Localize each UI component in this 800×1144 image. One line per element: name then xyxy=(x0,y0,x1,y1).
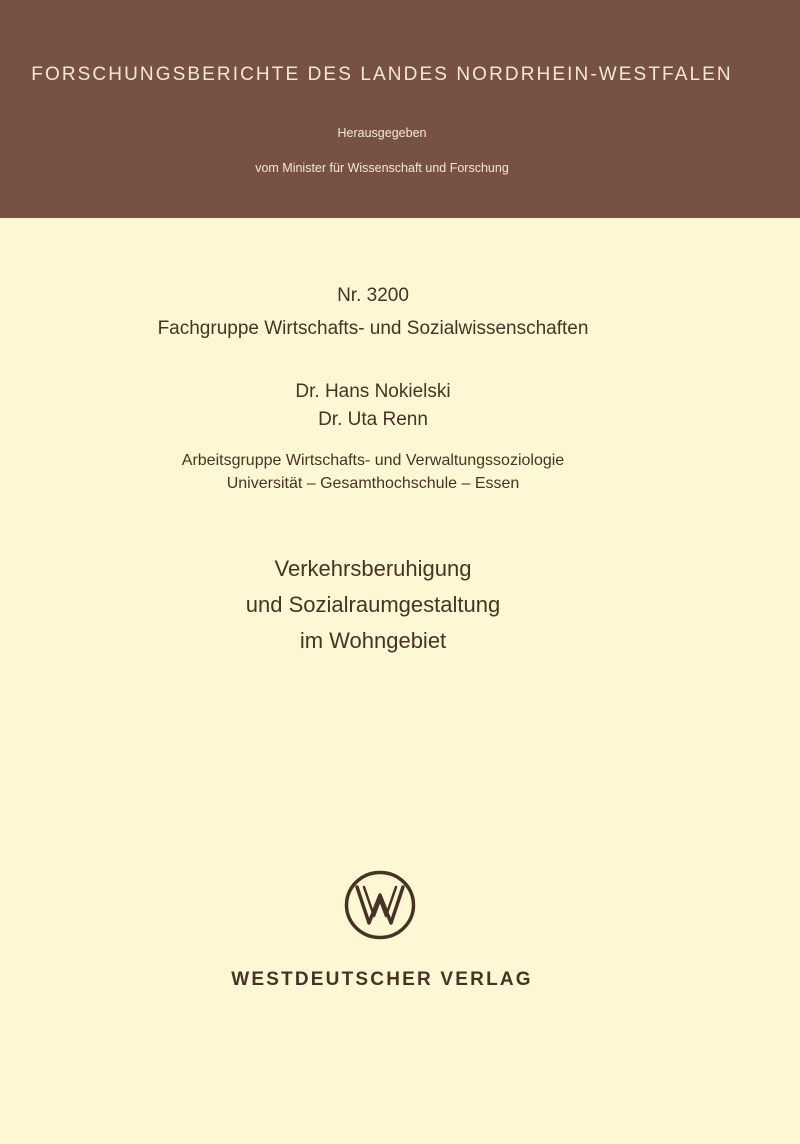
author-2: Dr. Uta Renn xyxy=(318,409,428,430)
edited-by-label: Herausgegeben xyxy=(337,126,427,140)
subject-group: Fachgruppe Wirtschafts- und Sozialwissenschaften xyxy=(157,318,589,339)
institution-line-2: Universität – Gesamthochschule – Essen xyxy=(226,475,520,492)
publisher-logo-icon xyxy=(344,870,416,940)
series-title: FORSCHUNGSBERICHTE DES LANDES NORDRHEIN-WESTFALEN xyxy=(31,64,733,85)
title-line-3: im Wohngebiet xyxy=(299,628,447,653)
header-band xyxy=(0,0,800,218)
institution-line-1: Arbeitsgruppe Wirtschafts- und Verwaltungssoziologie xyxy=(181,452,565,469)
report-number: Nr. 3200 xyxy=(337,285,409,306)
title-line-1: Verkehrsberuhigung xyxy=(274,556,472,581)
title-line-2: und Sozialraumgestaltung xyxy=(245,592,501,617)
editor-line: vom Minister für Wissenschaft und Forschung xyxy=(255,161,509,175)
publisher-name: WESTDEUTSCHER VERLAG xyxy=(231,969,533,990)
author-1: Dr. Hans Nokielski xyxy=(295,381,451,402)
